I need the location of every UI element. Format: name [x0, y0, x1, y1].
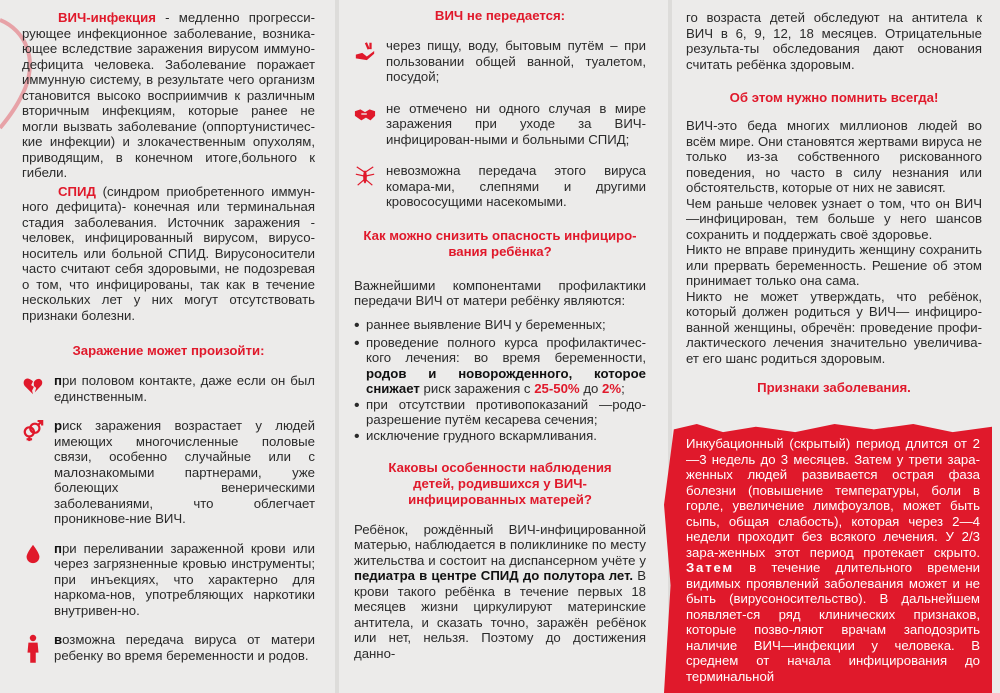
- list-item: при половом контакте, даже если он был единственным.: [22, 373, 315, 404]
- aids-term: СПИД: [58, 183, 96, 199]
- list-item: при переливании зараженной крови или через загрязненные кровью инструменты; при инъекциях, что характерно для наркома-нов, употребляющих наркотики внутривен-но.: [22, 541, 315, 619]
- mother-silhouette-icon: [22, 634, 44, 664]
- broken-heart-icon: [22, 375, 44, 397]
- remember-paragraph-1: ВИЧ-это беда многих миллионов людей во всём мире. Они становятся жертвами вируса не только из-за собственного рискованного поведения, но часто в силу незнания или обстоятельств, которые от них не зависят.: [686, 118, 982, 195]
- remember-paragraph-3: Никто не вправе принудить женщину сохранить или прервать беременность. Решение об этом принимает только она сама.: [686, 242, 982, 288]
- aids-definition: СПИД (синдром приобретенного иммун-ного дефицита)- конечная или терминальная стадия заболевания. Источник заражения - человек, инфицированный вирусом, вирусо-носитель или больной СПИД. Вирусоносители часто считают себя здоровыми, не подозревая о том, что инфицированы, так как в течение нескольких лет у них могут отсутствовать признаки болезни.: [22, 183, 315, 323]
- observation-paragraph: Ребёнок, рождённый ВИЧ-инфицированной матерью, наблюдается в поликлинике по месту жительства и состоит на диспансерном учёте у педиатра в центре СПИД до полутора лет. В крови такого ребёнка в течение первых 18 месяцев жизни циркулируют материнские антитела, и сказать точно, заражён ребёнок или нет, нельзя. Поэтому до достижения данно-: [354, 521, 646, 661]
- hiv-term: ВИЧ-инфекция: [58, 10, 156, 25]
- list-item: • раннее выявление ВИЧ у беременных;: [354, 316, 606, 334]
- remember-heading: Об этом нужно помнить всегда!: [729, 90, 939, 105]
- prevention-intro: Важнейшими компонентами профилактики передачи ВИЧ от матери ребёнку являются:: [354, 277, 646, 308]
- handshake-icon: [354, 103, 376, 125]
- gender-symbols-icon: [22, 420, 44, 442]
- column-left: [0, 0, 335, 693]
- reduce-risk-heading: Как можно снизить опасность инфициро-вания ребёнка?: [363, 227, 637, 259]
- remember-paragraph-4: Никто не может утверждать, что ребёнок, который должен родиться у ВИЧ— инфициро-ванной женщины, обречён: проведение профи-лактического лечения значительно увеличива-ет его шанс родиться здоровым.: [686, 288, 982, 366]
- list-item: • исключение грудного вскармливания.: [354, 427, 597, 445]
- blood-drop-icon: [22, 543, 44, 565]
- list-item: • проведение полного курса профилактичес-кого лечения: во время беременности, родов и новорожденного, которое снижает риск заражения с 25-50% до 2%;: [354, 334, 646, 396]
- not-transmitted-heading: ВИЧ не передается:: [434, 8, 566, 23]
- infection-heading: Заражение может произойти:: [72, 343, 265, 358]
- list-item: риск заражения возрастает у людей имеющих многочисленные половые связи, особенно случайные или с малознакомыми партнерами, уже болеющих венерическими заболеваниями, что облегчает проникнове-ние ВИЧ.: [22, 418, 315, 527]
- observation-heading: Каковы особенности наблюдения детей, родившихся у ВИЧ-инфицированных матерей?: [388, 459, 612, 507]
- list-item: • при отсутствии противопоказаний —родо-разрешение путём кесарева сечения;: [354, 396, 646, 427]
- remember-paragraph-2: Чем раньше человек узнает о том, что он ВИЧ—инфицирован, тем больше у него шансов сохранить и поддержать своё здоровье.: [686, 195, 982, 242]
- list-item: через пищу, воду, бытовым путём – при пользовании общей ванной, туалетом, посудой;: [354, 38, 646, 85]
- symptoms-heading: Признаки заболевания.: [757, 380, 911, 395]
- column-middle: [338, 0, 668, 693]
- list-item: невозможна передача этого вируса комара-ми, слепнями и другими кровососущими насекомыми.: [354, 163, 646, 210]
- list-item: не отмечено ни одного случая в мире заражения при уходе за ВИЧ- инфицирован-ными и больными СПИД;: [354, 101, 646, 148]
- symptoms-text: Инкубационный (скрытый) период длится от 2—3 недель до 3 месяцев. Затем у трети зара-женных людей развивается острая фаза болезни (повышение температуры, боли в горле, увеличение лимфоузлов, может быть сыпь, общая слабость), которая через 2—4 недели проходит без всякого лечения. У 2/3 зара-женных этот период протекает скрыто. Затем в течение длительного времени видимых проявлений заболевания может и не быть (вирусоносительство). В дальнейшем появляет-ся ряд клинических признаков, которые позво-ляют врачам заподозрить наличие ВИЧ—инфекции у человека. В среднем от начала инфицирования до терминальной: [686, 436, 980, 684]
- list-item: возможна передача вируса от матери ребенку во время беременности и родов.: [22, 632, 315, 664]
- hiv-definition: ВИЧ-инфекция - медленно прогресси-рующее инфекционное заболевание, возника-ющее вследствие заражения вирусом иммуно-дефицита человека. Заболевание поражает иммунную систему, в результате чего организм становится высоко восприимчив к различным вторичным инфекциям, которые ранее не могли вызвать заболевание (оппортунистичес-кие инфекции) и злокачественным опухолям, приводящим, в конечном итоге,больного к гибели.: [22, 10, 315, 180]
- hand-food-icon: [354, 40, 376, 62]
- continuation-text: го возраста детей обследуют на антитела к ВИЧ в 6, 9, 12, 18 месяцев. Отрицательные результа-ты обследования дают основания считать ребёнка здоровым.: [686, 10, 982, 72]
- mosquito-icon: [354, 165, 376, 187]
